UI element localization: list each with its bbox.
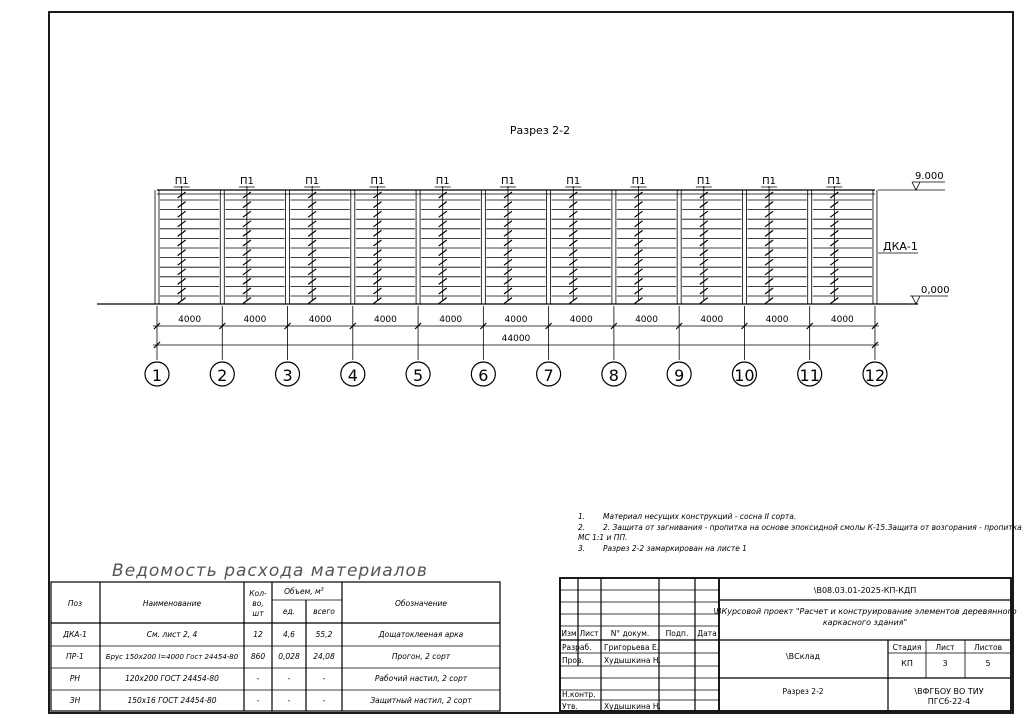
dimension-span-label: 4000 [569, 315, 593, 325]
note-1-num: 1. [578, 512, 586, 521]
axis-label: 10 [734, 366, 755, 385]
hdr-vol: Объем, $м^3$ [284, 587, 324, 596]
dimension-span-label: 4000 [439, 315, 463, 325]
group-name: ПГСб-22-4 [927, 697, 971, 706]
panel-label: П1 [827, 176, 842, 187]
section-title: Разрез 2-2 [509, 124, 571, 137]
dimension-span-label: 4000 [635, 315, 658, 325]
notes-block [578, 512, 1022, 553]
arch-callout [878, 240, 918, 253]
table-row [66, 652, 451, 661]
dimension-span-label: 4000 [830, 315, 854, 325]
col-date: Дата [697, 629, 717, 638]
col-list: Лист [579, 629, 599, 638]
dimension-total-label: 44000 [501, 334, 531, 344]
panel-label: П1 [631, 176, 646, 187]
dimension-span-label: 4000 [504, 315, 528, 325]
role-1: Разраб. [562, 643, 592, 652]
role-5: Н.контр. [562, 690, 596, 699]
cell-unit: 0,028 [278, 652, 300, 661]
cell-unit: - [287, 696, 291, 705]
materials-table [51, 561, 500, 711]
dimension-span-label: 4000 [178, 315, 202, 325]
cell-qty: - [256, 696, 260, 705]
axis-label: 8 [608, 366, 619, 385]
axis-label: 2 [217, 366, 228, 385]
cell-total: 24,08 [313, 652, 335, 661]
note-2-cont: МС 1:1 и ПП. [578, 533, 628, 542]
level-top-label: 9.000 [915, 171, 944, 182]
cell-desig: Дощатоклееная арка [378, 630, 464, 639]
axis-label: 4 [347, 366, 358, 385]
role-2: Пров. [562, 656, 584, 665]
level-zero-label: 0,000 [921, 285, 950, 296]
hdr-name: Наименование [142, 599, 202, 608]
note-3-text: Разрез 2-2 замаркирован на листе 1 [603, 544, 747, 553]
cell-name: 120х200 ГОСТ 24454-80 [125, 674, 219, 683]
cell-unit: 4,6 [283, 630, 295, 639]
axis-bubble [602, 362, 626, 386]
axis-label: 6 [478, 366, 489, 385]
note-2-num: 2. [578, 523, 586, 532]
panel-label: П1 [435, 176, 450, 187]
col-doc: N° докум. [610, 629, 650, 638]
sheet-header: Лист [935, 643, 955, 652]
name-2: Худышкина Н. [604, 656, 661, 665]
hdr-unit: ед. [282, 607, 296, 616]
col-izm: Изм [561, 629, 577, 638]
table-row [70, 674, 468, 683]
hdr-desig: Обозначение [394, 599, 448, 608]
table-row [62, 630, 464, 639]
name-1: Григорьева Е. [604, 643, 660, 652]
note-1-text: Материал несущих конструкций - сосна II сорта. [603, 512, 797, 521]
axis-label: 7 [543, 366, 554, 385]
hdr-qty-2: во, [252, 599, 264, 608]
role-6: Утв. [562, 702, 578, 711]
doc-code: \В08.03.01-2025-КП-КДП [813, 586, 917, 595]
name-6: Худышкина Н. [604, 702, 661, 711]
axis-bubble [341, 362, 365, 386]
cell-total: 55,2 [315, 630, 333, 639]
cell-qty: - [256, 674, 260, 683]
axis-bubble [145, 362, 169, 386]
axis-bubble [863, 362, 887, 386]
cell-pos: РН [69, 674, 81, 683]
cell-pos: ПР-1 [66, 652, 84, 661]
sheets-header: Листов [973, 643, 1003, 652]
panel-label: П1 [566, 176, 581, 187]
sheets-value: 5 [985, 659, 991, 668]
axis-bubble [537, 362, 561, 386]
axis-bubble [406, 362, 430, 386]
col-sign: Подп. [665, 629, 689, 638]
org-name: \ВФГБОУ ВО ТИУ [914, 687, 984, 696]
note-3-num: 3. [578, 544, 586, 553]
axis-label: 11 [799, 366, 820, 385]
cell-name: 150х16 ГОСТ 24454-80 [127, 696, 217, 705]
panel-label: П1 [501, 176, 515, 187]
note-2-text: 2. Защита от загнивания - пропитка на основе эпоксидной смолы К-15.Защита от возгорания - пропитка [603, 523, 1022, 532]
hdr-pos: Поз [67, 599, 83, 608]
cell-total: - [322, 674, 326, 683]
panel-label: П1 [370, 176, 385, 187]
axis-bubble [210, 362, 234, 386]
dimension-span-label: 4000 [700, 315, 724, 325]
dimension-span-label: 4000 [243, 315, 267, 325]
project-title-2: каркасного здания" [822, 618, 908, 627]
stage-value: КП [901, 659, 913, 668]
axis-bubble [732, 362, 756, 386]
axis-bubble [667, 362, 691, 386]
cell-qty: 860 [250, 652, 266, 661]
cell-desig: Рабочий настил, 2 сорт [374, 674, 468, 683]
cell-qty: 12 [253, 630, 263, 639]
cell-unit: - [287, 674, 291, 683]
axis-bubble [798, 362, 822, 386]
panel-label: П1 [696, 176, 711, 187]
axis-label: 9 [674, 366, 685, 385]
panel-label: П1 [305, 176, 320, 187]
cell-total: - [322, 696, 326, 705]
panel-label: П1 [239, 176, 254, 187]
hdr-qty-3: шт [252, 609, 264, 618]
cell-pos: ДКА-1 [63, 630, 87, 639]
cell-name: Брус 150х200 l=4000 Гост 24454-80 [105, 653, 239, 661]
dimension-span-label: 4000 [373, 315, 397, 325]
table-row [70, 696, 472, 705]
axis-bubble [276, 362, 300, 386]
hdr-total: всего [313, 607, 335, 616]
axis-label: 5 [412, 366, 424, 385]
level-mark-zero [910, 285, 950, 304]
cell-name: См. лист 2, 4 [146, 630, 198, 639]
hdr-qty-1: Кол- [249, 589, 267, 598]
sheet-value: 3 [942, 659, 948, 668]
axis-label: 1 [151, 366, 163, 385]
cell-desig: Защитный настил, 2 сорт [370, 696, 472, 705]
dimension-span-label: 4000 [765, 315, 789, 325]
project-title-1: \ВКурсовой проект "Расчет и конструирование элементов деревянного [713, 607, 1017, 616]
level-mark-top [878, 171, 945, 190]
sheet-title: Разрез 2-2 [782, 687, 824, 696]
axis-label: 3 [282, 366, 293, 385]
panel-label: П1 [762, 176, 777, 187]
axis-label: 12 [864, 366, 886, 385]
arch-label: ДКА-1 [883, 240, 918, 253]
dimension-span-label: 4000 [308, 315, 332, 325]
axis-bubble [471, 362, 495, 386]
panel-label: П1 [174, 176, 189, 187]
cell-desig: Прогон, 2 сорт [391, 652, 451, 661]
stage-header: Стадия [892, 643, 922, 652]
title-block [560, 578, 1017, 711]
section-elevation [97, 176, 918, 386]
cell-pos: ЗН [69, 696, 81, 705]
materials-title: Ведомость расхода материалов [112, 561, 428, 581]
object-name: \ВСклад [785, 652, 821, 661]
